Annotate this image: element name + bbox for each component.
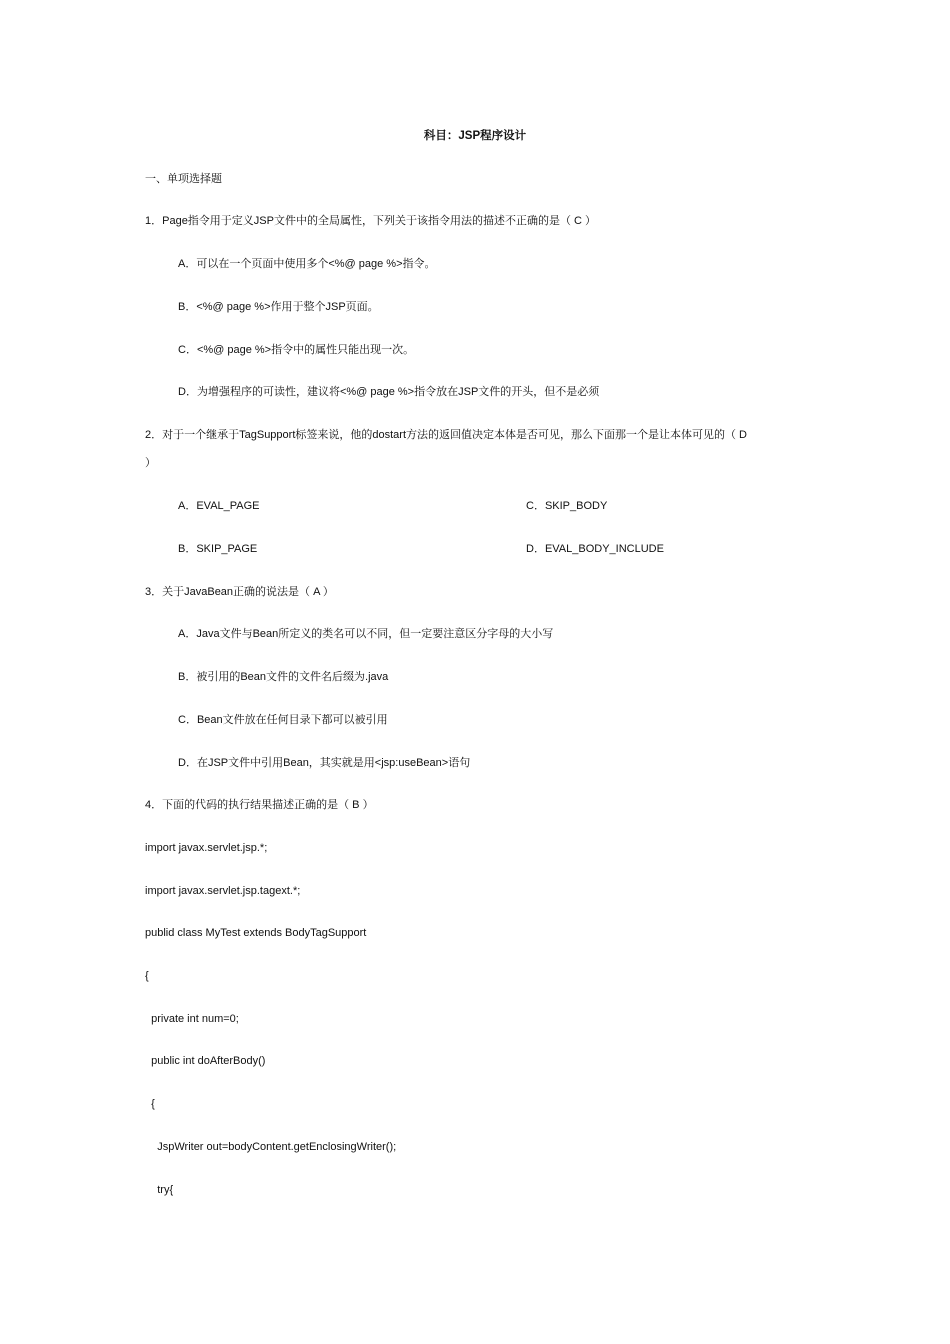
code-line: {: [145, 970, 149, 982]
question-3-option-a: A．Java文件与Bean所定义的类名可以不同，但一定要注意区分字母的大小写: [178, 628, 554, 640]
code-line: public int doAfterBody(): [145, 1055, 266, 1067]
question-3-option-c: C．Bean文件放在任何目录下都可以被引用: [178, 714, 388, 726]
question-3-option-d: D．在JSP文件中引用Bean，其实就是用<jsp:useBean>语句: [178, 757, 471, 769]
question-1-option-c: C．<%@ page %>指令中的属性只能出现一次。: [178, 344, 415, 356]
question-3-option-b: B．被引用的Bean文件的文件名后缀为.java: [178, 671, 389, 683]
question-1-stem: 1．Page指令用于定义JSP文件中的全局属性，下列关于该指令用法的描述不正确的是（ C ）: [145, 215, 597, 227]
question-2-stem-line2: ）: [145, 457, 156, 469]
code-line: {: [145, 1098, 155, 1110]
question-2-option-d: D．EVAL_BODY_INCLUDE: [526, 543, 664, 555]
code-line: import javax.servlet.jsp.*;: [145, 842, 268, 854]
question-2-stem-line1: 2．对于一个继承于TagSupport标签来说，他的dostart方法的返回值决定本体是否可见，那么下面那一个是让本体可见的（ D: [145, 429, 748, 441]
question-3-stem: 3．关于JavaBean正确的说法是（ A ）: [145, 586, 334, 598]
code-line: import javax.servlet.jsp.tagext.*;: [145, 885, 301, 897]
question-2-option-b: B．SKIP_PAGE: [178, 543, 258, 555]
question-2-option-a: A．EVAL_PAGE: [178, 500, 260, 512]
code-line: publid class MyTest extends BodyTagSupport: [145, 927, 367, 939]
code-line: JspWriter out=bodyContent.getEnclosingWriter();: [145, 1141, 397, 1153]
code-line: try{: [145, 1184, 174, 1196]
section-heading: 一、单项选择题: [145, 173, 222, 185]
question-2-option-c: C．SKIP_BODY: [526, 500, 608, 512]
page-title: 科目：JSP程序设计: [423, 130, 527, 142]
question-1-option-a: A．可以在一个页面中使用多个<%@ page %>指令。: [178, 258, 436, 270]
question-4-stem: 4．下面的代码的执行结果描述正确的是（ B ）: [145, 799, 374, 811]
code-line: private int num=0;: [145, 1013, 239, 1025]
question-1-option-b: B．<%@ page %>作用于整个JSP页面。: [178, 301, 379, 313]
question-1-option-d: D．为增强程序的可读性，建议将<%@ page %>指令放在JSP文件的开头，但不是必须: [178, 386, 600, 398]
